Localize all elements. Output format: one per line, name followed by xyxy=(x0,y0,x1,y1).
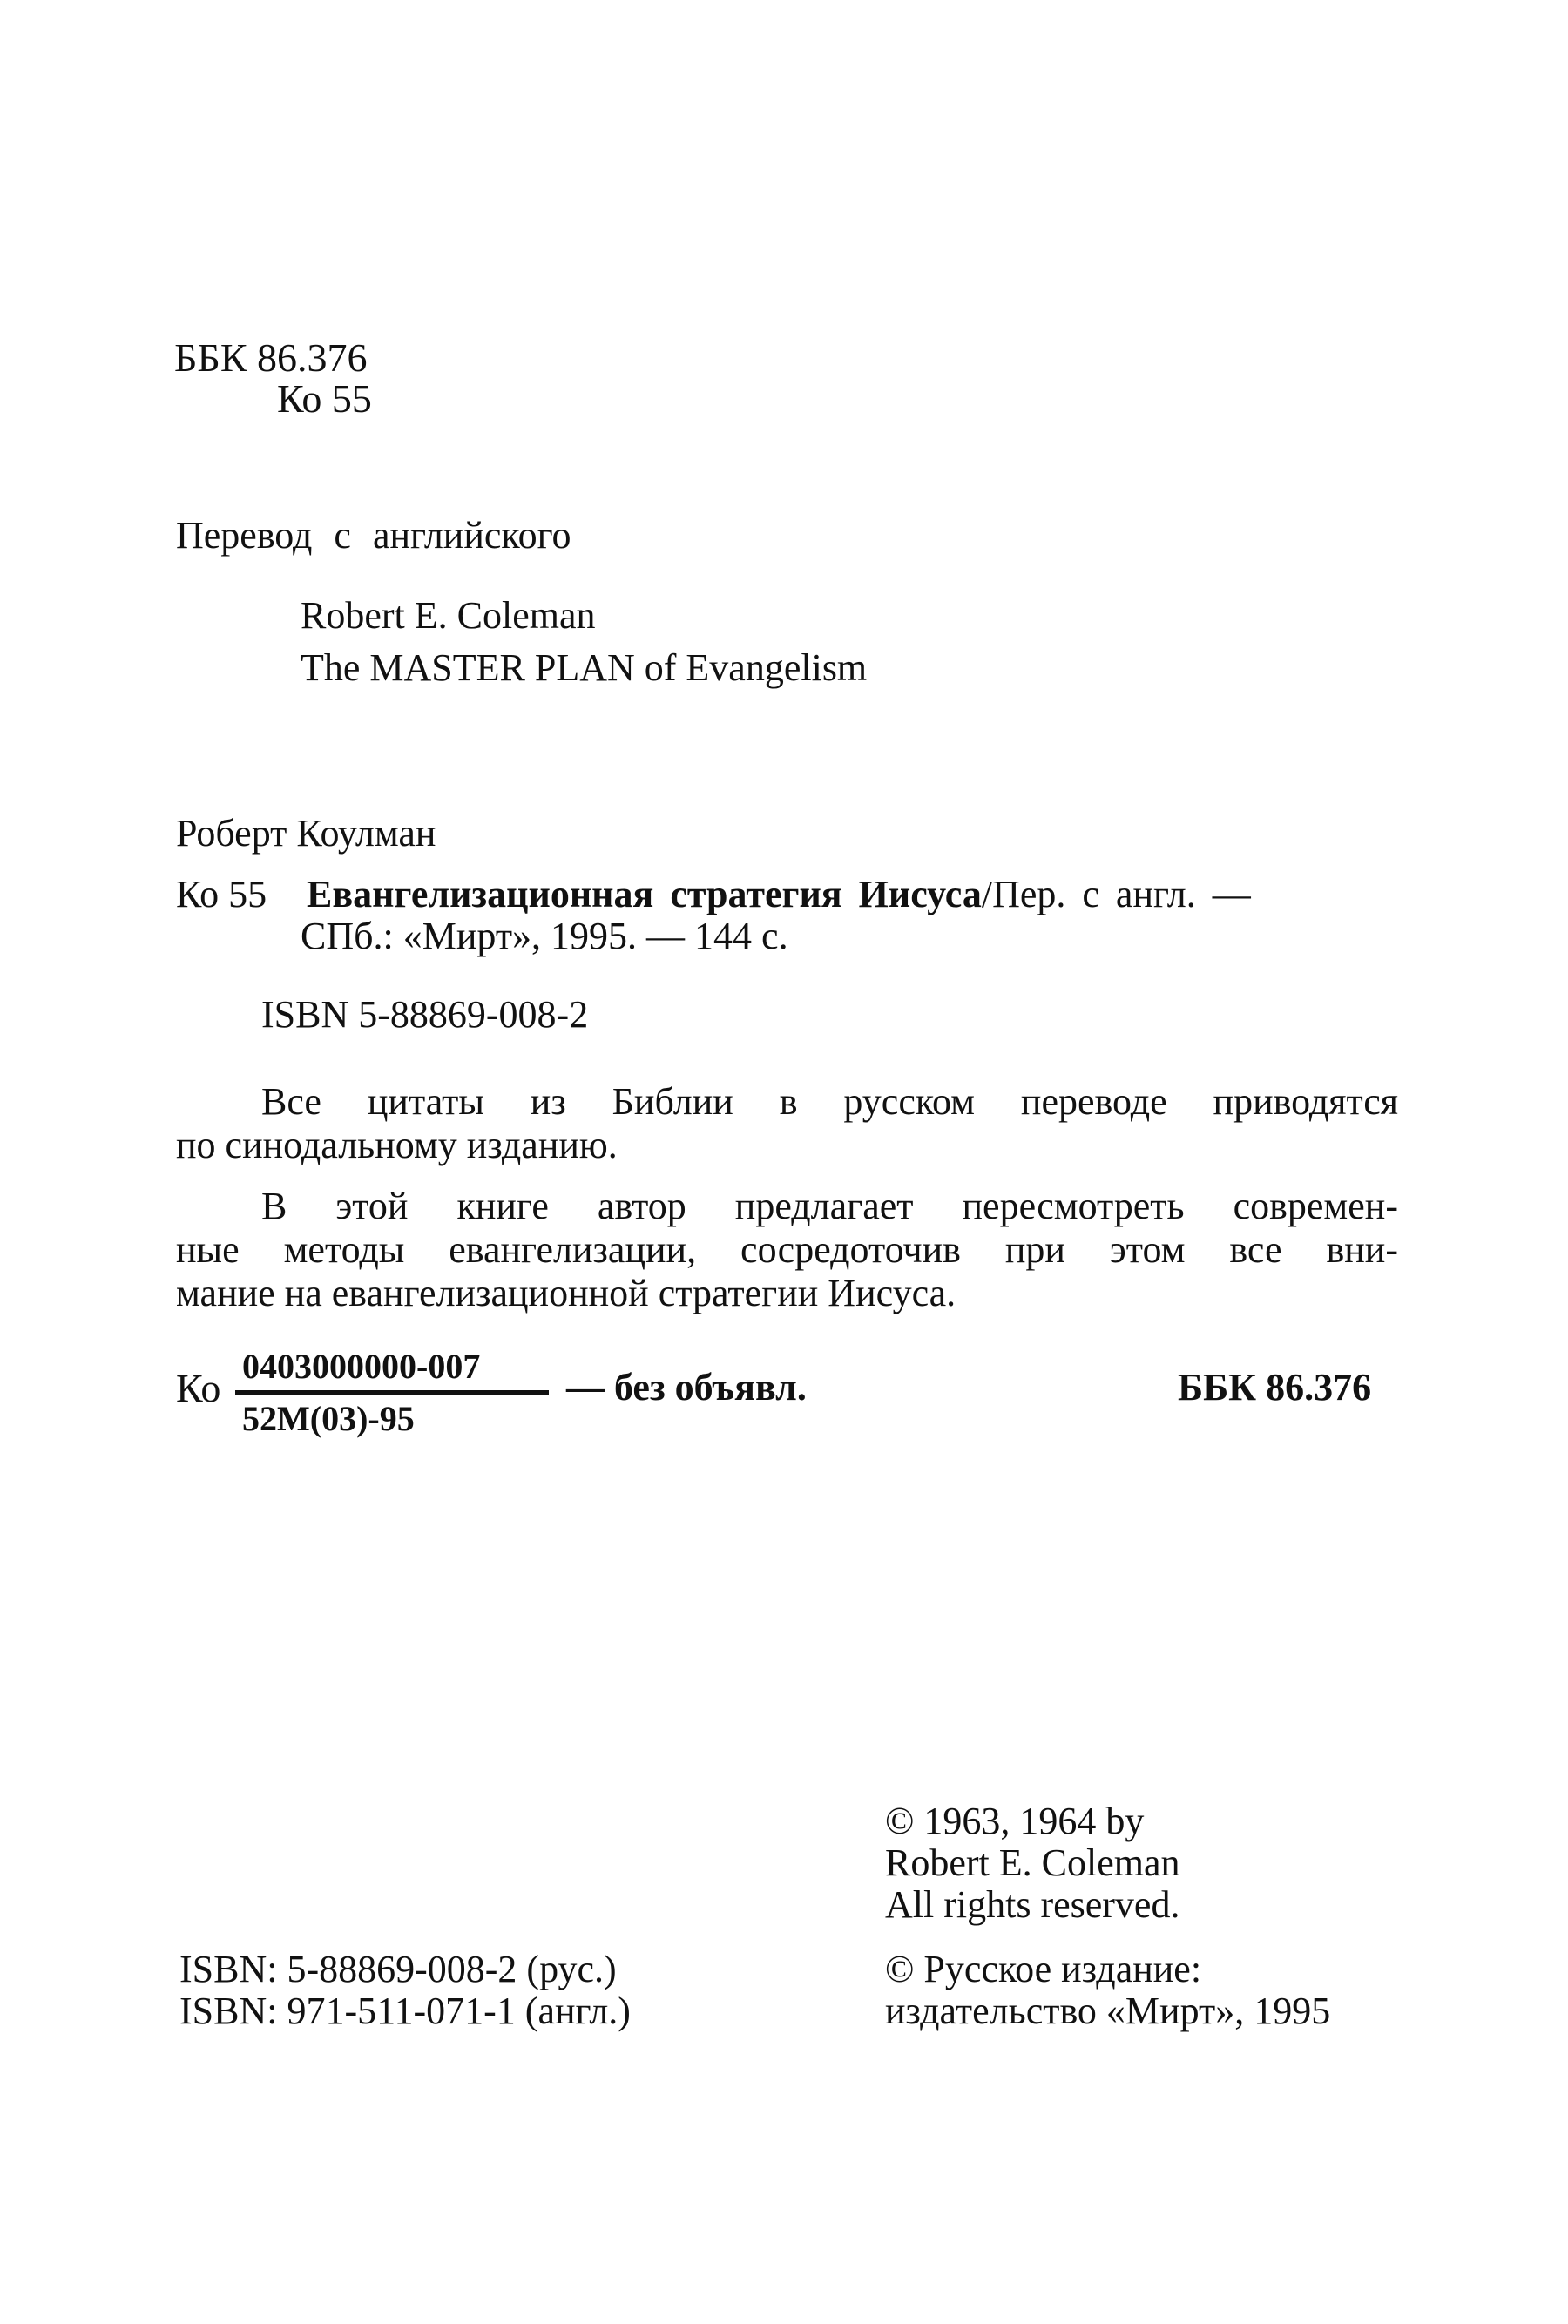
russian-title: Евангелизационная стратегия Иисуса xyxy=(307,873,982,915)
catalog-isbn: ISBN 5-88869-008-2 xyxy=(261,993,589,1036)
copyright-1-line-1: © 1963, 1964 by xyxy=(885,1800,1145,1842)
original-author: Robert E. Coleman xyxy=(301,594,596,637)
isbn-english: ISBN: 971-511-071-1 (англ.) xyxy=(179,1990,631,2032)
copyright-1-line-3: All rights reserved. xyxy=(885,1883,1180,1926)
author-mark: Ко 55 xyxy=(277,376,372,421)
original-title: The MASTER PLAN of Evangelism xyxy=(301,646,868,689)
note-1-line-1: Все цитаты из Библии в русском переводе приводятся xyxy=(261,1080,1398,1123)
russian-author: Роберт Коулман xyxy=(176,812,436,855)
publication-line: СПб.: «Мирт», 1995. — 144 с. xyxy=(301,915,788,957)
code-numerator: 0403000000-007 xyxy=(242,1347,481,1386)
code-prefix: Ко xyxy=(176,1366,221,1410)
catalog-code: Ко 55 xyxy=(176,873,267,915)
note-2-line-1: В этой книге автор предлагает пересмотреть современ- xyxy=(261,1185,1398,1227)
note-1-line-2: по синодальному изданию. xyxy=(176,1124,618,1166)
copyright-2-line-2: издательство «Мирт», 1995 xyxy=(885,1990,1331,2032)
translation-label: Перевод с английского xyxy=(176,514,571,557)
note-2-line-3: мание на евангелизационной стратегии Иисуса. xyxy=(176,1272,956,1314)
russian-title-rest: /Пер. с англ. — xyxy=(981,873,1251,915)
note-2-line-2: ные методы евангелизации, сосредоточив при этом все вни- xyxy=(176,1228,1398,1271)
copyright-2-line-1: © Русское издание: xyxy=(885,1948,1202,1990)
bbk-code: ББК 86.376 xyxy=(174,335,368,380)
catalog-title-line xyxy=(307,873,1251,917)
copyright-1-line-2: Robert E. Coleman xyxy=(885,1841,1180,1884)
code-bbk: ББК 86.376 xyxy=(1178,1366,1372,1409)
isbn-russian: ISBN: 5-88869-008-2 (рус.) xyxy=(179,1948,617,1990)
code-denominator: 52М(03)-95 xyxy=(242,1399,415,1438)
fraction-bar xyxy=(235,1390,549,1395)
code-suffix: — без объявл. xyxy=(566,1366,807,1409)
